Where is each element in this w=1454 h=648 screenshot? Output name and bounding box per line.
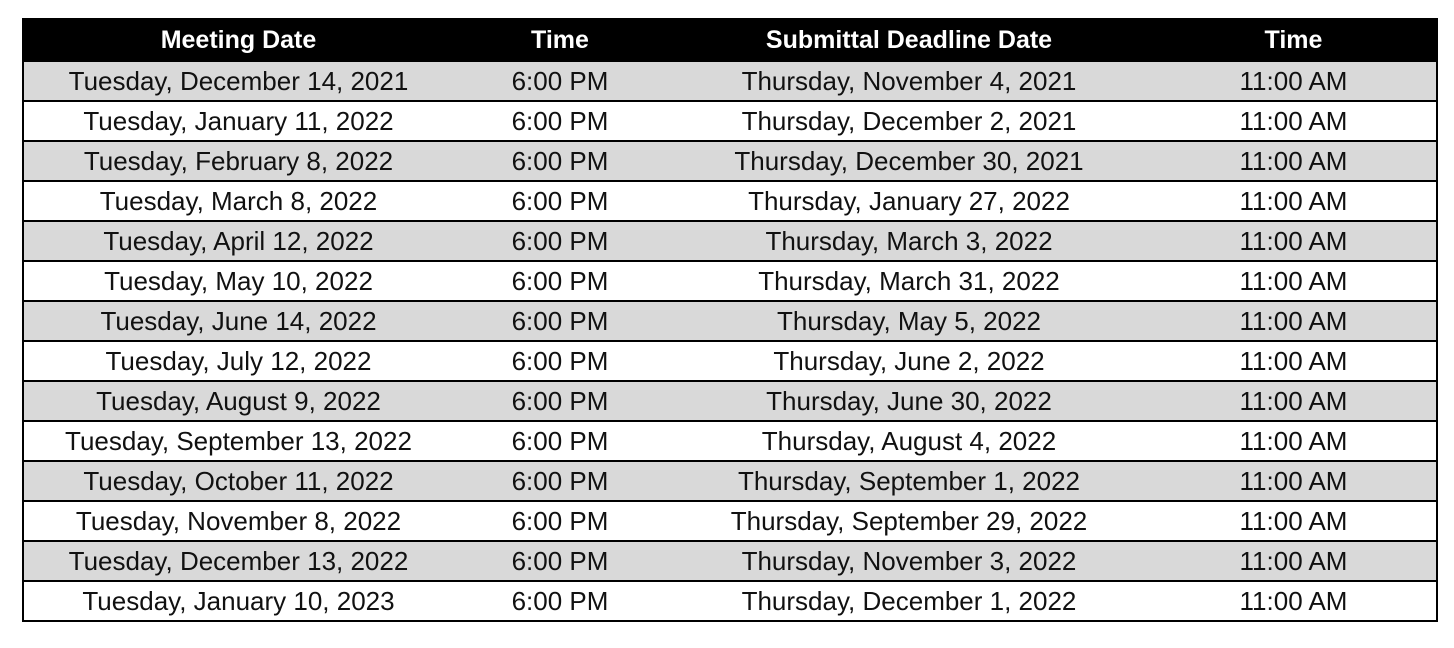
deadline-time-cell: 11:00 AM — [1151, 101, 1437, 141]
deadline-time-cell: 11:00 AM — [1151, 381, 1437, 421]
table-row — [23, 381, 1437, 421]
meeting-schedule-table — [22, 18, 1438, 622]
meeting-time-cell: 6:00 PM — [453, 501, 667, 541]
meeting-date-cell: Tuesday, February 8, 2022 — [23, 141, 453, 181]
meeting-date-cell: Tuesday, January 11, 2022 — [23, 101, 453, 141]
deadline-time-cell: 11:00 AM — [1151, 61, 1437, 101]
table-row — [23, 541, 1437, 581]
table-row — [23, 301, 1437, 341]
header-meeting-date: Meeting Date — [23, 19, 453, 61]
meeting-time-cell: 6:00 PM — [453, 181, 667, 221]
header-row — [23, 19, 1437, 61]
table-row — [23, 141, 1437, 181]
header-submittal-deadline-date: Submittal Deadline Date — [667, 19, 1151, 61]
meeting-date-cell: Tuesday, June 14, 2022 — [23, 301, 453, 341]
deadline-date-cell: Thursday, November 3, 2022 — [667, 541, 1151, 581]
meeting-date-cell: Tuesday, May 10, 2022 — [23, 261, 453, 301]
deadline-time-cell: 11:00 AM — [1151, 341, 1437, 381]
deadline-date-cell: Thursday, September 29, 2022 — [667, 501, 1151, 541]
meeting-time-cell: 6:00 PM — [453, 421, 667, 461]
meeting-time-cell: 6:00 PM — [453, 341, 667, 381]
table-row — [23, 421, 1437, 461]
deadline-date-cell: Thursday, August 4, 2022 — [667, 421, 1151, 461]
deadline-time-cell: 11:00 AM — [1151, 261, 1437, 301]
meeting-time-cell: 6:00 PM — [453, 541, 667, 581]
table-row — [23, 61, 1437, 101]
deadline-time-cell: 11:00 AM — [1151, 181, 1437, 221]
deadline-date-cell: Thursday, December 2, 2021 — [667, 101, 1151, 141]
header-meeting-time: Time — [453, 19, 667, 61]
meeting-time-cell: 6:00 PM — [453, 221, 667, 261]
deadline-time-cell: 11:00 AM — [1151, 541, 1437, 581]
meeting-time-cell: 6:00 PM — [453, 381, 667, 421]
deadline-date-cell: Thursday, March 31, 2022 — [667, 261, 1151, 301]
table-body — [23, 61, 1437, 621]
meeting-time-cell: 6:00 PM — [453, 301, 667, 341]
deadline-time-cell: 11:00 AM — [1151, 421, 1437, 461]
table-row — [23, 101, 1437, 141]
deadline-date-cell: Thursday, January 27, 2022 — [667, 181, 1151, 221]
table-header — [23, 19, 1437, 61]
deadline-date-cell: Thursday, December 30, 2021 — [667, 141, 1151, 181]
deadline-time-cell: 11:00 AM — [1151, 301, 1437, 341]
deadline-date-cell: Thursday, March 3, 2022 — [667, 221, 1151, 261]
meeting-time-cell: 6:00 PM — [453, 581, 667, 621]
meeting-date-cell: Tuesday, December 14, 2021 — [23, 61, 453, 101]
deadline-date-cell: Thursday, May 5, 2022 — [667, 301, 1151, 341]
deadline-time-cell: 11:00 AM — [1151, 581, 1437, 621]
deadline-date-cell: Thursday, September 1, 2022 — [667, 461, 1151, 501]
table-row — [23, 181, 1437, 221]
deadline-time-cell: 11:00 AM — [1151, 221, 1437, 261]
table-row — [23, 501, 1437, 541]
meeting-time-cell: 6:00 PM — [453, 61, 667, 101]
meeting-date-cell: Tuesday, March 8, 2022 — [23, 181, 453, 221]
meeting-date-cell: Tuesday, July 12, 2022 — [23, 341, 453, 381]
table-row — [23, 221, 1437, 261]
deadline-time-cell: 11:00 AM — [1151, 501, 1437, 541]
deadline-date-cell: Thursday, November 4, 2021 — [667, 61, 1151, 101]
meeting-date-cell: Tuesday, October 11, 2022 — [23, 461, 453, 501]
meeting-time-cell: 6:00 PM — [453, 141, 667, 181]
meeting-date-cell: Tuesday, December 13, 2022 — [23, 541, 453, 581]
table-row — [23, 581, 1437, 621]
meeting-date-cell: Tuesday, August 9, 2022 — [23, 381, 453, 421]
meeting-time-cell: 6:00 PM — [453, 461, 667, 501]
meeting-date-cell: Tuesday, January 10, 2023 — [23, 581, 453, 621]
deadline-date-cell: Thursday, June 2, 2022 — [667, 341, 1151, 381]
meeting-time-cell: 6:00 PM — [453, 261, 667, 301]
meeting-time-cell: 6:00 PM — [453, 101, 667, 141]
meeting-date-cell: Tuesday, September 13, 2022 — [23, 421, 453, 461]
deadline-time-cell: 11:00 AM — [1151, 461, 1437, 501]
header-submittal-time: Time — [1151, 19, 1437, 61]
deadline-date-cell: Thursday, December 1, 2022 — [667, 581, 1151, 621]
table-row — [23, 461, 1437, 501]
deadline-time-cell: 11:00 AM — [1151, 141, 1437, 181]
table-row — [23, 341, 1437, 381]
meeting-date-cell: Tuesday, November 8, 2022 — [23, 501, 453, 541]
table-row — [23, 261, 1437, 301]
meeting-date-cell: Tuesday, April 12, 2022 — [23, 221, 453, 261]
deadline-date-cell: Thursday, June 30, 2022 — [667, 381, 1151, 421]
